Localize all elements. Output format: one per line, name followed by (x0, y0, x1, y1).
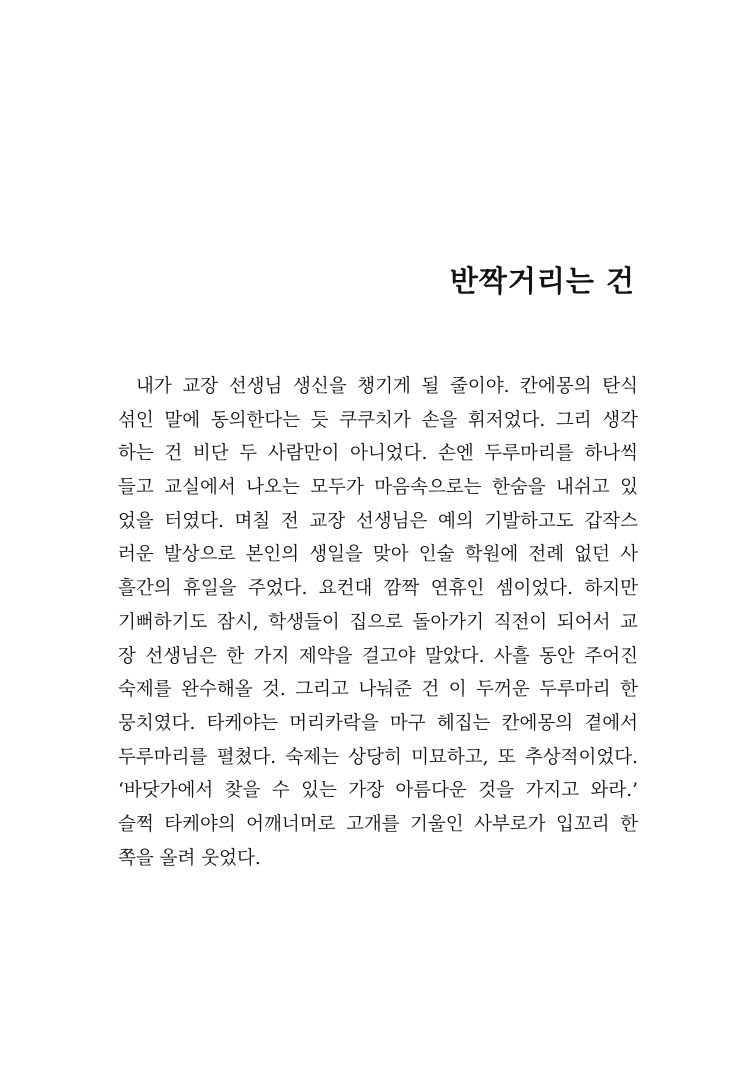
body-line: 하는 건 비단 두 사람만이 아니었다. 손엔 두루마리를 하나씩 (118, 443, 638, 465)
body-line: ‘바닷가에서 찾을 수 있는 가장 아름다운 것을 가지고 와라.’ (118, 780, 638, 802)
chapter-title: 반짝거리는 건 (449, 264, 635, 298)
body-line: 숙제를 완수해올 것. 그리고 나눠준 건 이 두꺼운 두루마리 한 (118, 679, 638, 701)
body-line: 두루마리를 펼쳤다. 숙제는 상당히 미묘하고, 또 추상적이었다. (118, 746, 638, 768)
body-line: 흘간의 휴일을 주었다. 요컨대 깜짝 연휴인 셈이었다. 하지만 (118, 578, 638, 600)
body-line: 장 선생님은 한 가지 제약을 걸고야 말았다. 사흘 동안 주어진 (118, 645, 638, 667)
body-line: 었을 터였다. 며칠 전 교장 선생님은 예의 기발하고도 갑작스 (118, 510, 638, 532)
body-line: 내가 교장 선생님 생신을 챙기게 될 줄이야. 칸에몽의 탄식 (136, 376, 638, 397)
body-line: 뭉치였다. 타케야는 머리카락을 마구 헤집는 칸에몽의 곁에서 (118, 712, 638, 734)
body-line: 슬쩍 타케야의 어깨너머로 고개를 기울인 사부로가 입꼬리 한 (118, 813, 638, 835)
body-line: 들고 교실에서 나오는 모두가 마음속으로는 한숨을 내쉬고 있 (118, 477, 638, 499)
body-line: 쪽을 올려 웃었다. (118, 847, 261, 869)
body-line: 러운 발상으로 본인의 생일을 맞아 인술 학원에 전례 없던 사 (118, 544, 638, 566)
body-line: 기뻐하기도 잠시, 학생들이 집으로 돌아가기 직전이 되어서 교 (118, 611, 638, 633)
body-paragraph (118, 370, 638, 875)
body-line: 섞인 말에 동의한다는 듯 쿠쿠치가 손을 휘저었다. 그리 생각 (118, 409, 638, 431)
